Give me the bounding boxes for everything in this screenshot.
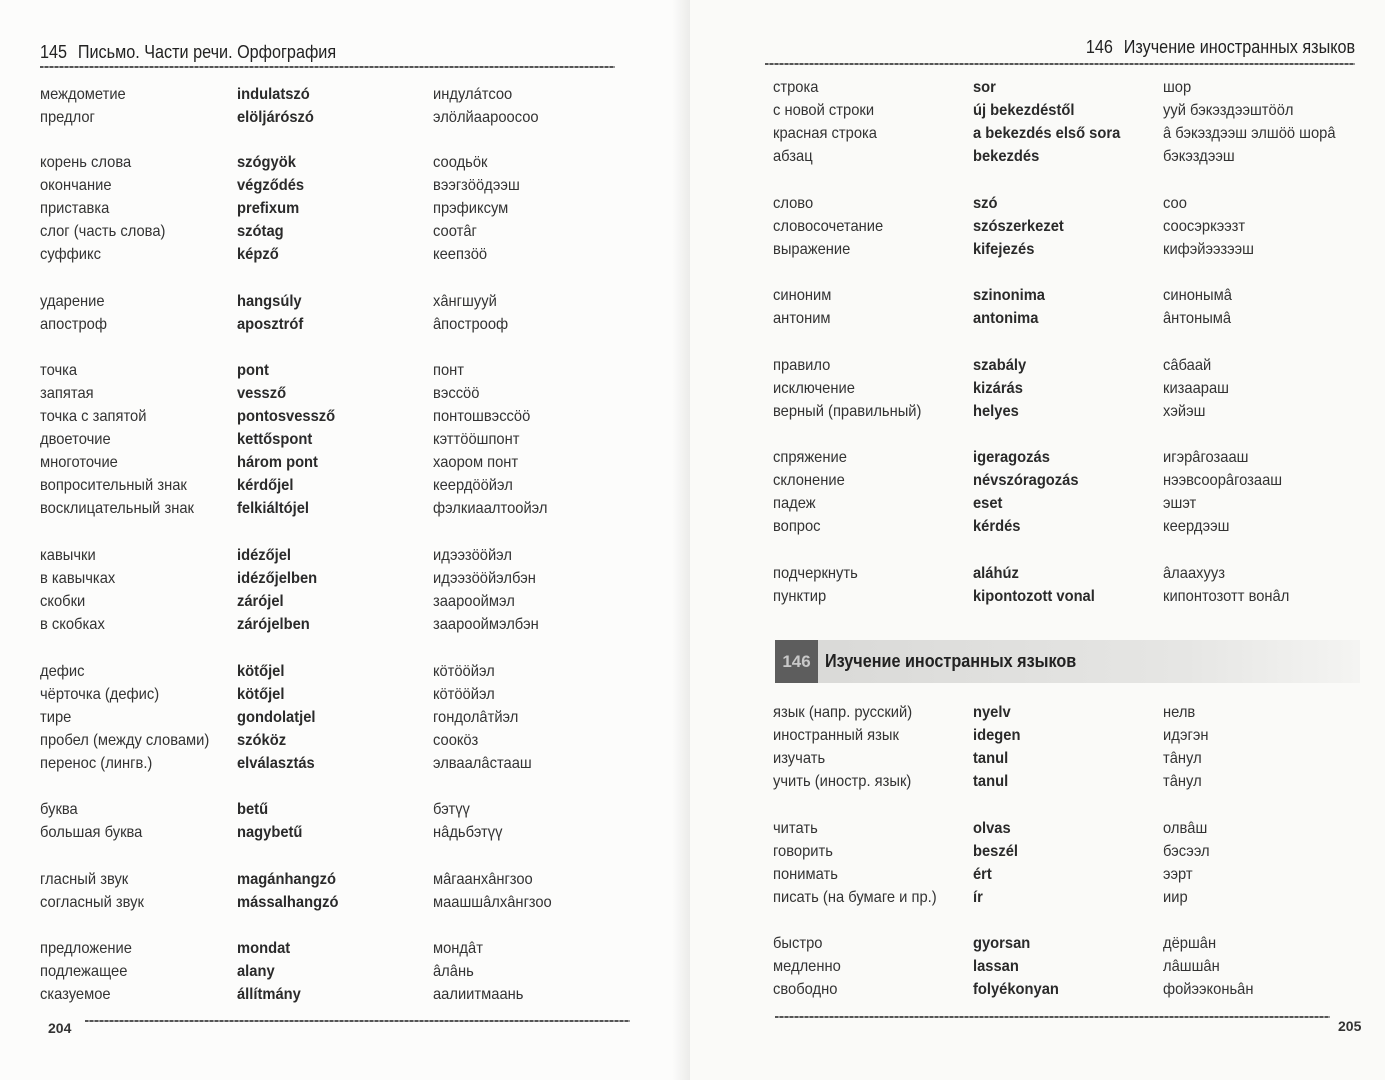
russian-term: медленно	[773, 958, 841, 975]
hungarian-term: nagybetű	[237, 824, 303, 841]
russian-term: большая буква	[40, 824, 143, 841]
transcription: идэгэн	[1163, 727, 1209, 744]
transcription: эшэт	[1163, 495, 1197, 512]
russian-term: дефис	[40, 663, 85, 680]
transcription: кипонтозотт вонâл	[1163, 588, 1290, 605]
russian-term: буква	[40, 801, 78, 818]
russian-term: двоеточие	[40, 431, 111, 448]
hungarian-term: végződés	[237, 177, 305, 194]
hungarian-term: szóköz	[237, 732, 287, 749]
transcription: соотâг	[433, 223, 477, 240]
hungarian-term: magánhangzó	[237, 871, 336, 888]
hungarian-term: beszél	[973, 843, 1019, 860]
russian-term: красная строка	[773, 125, 877, 142]
transcription: шор	[1163, 79, 1192, 96]
russian-term: восклицательный знак	[40, 500, 194, 517]
hungarian-term: szinonima	[973, 287, 1045, 304]
russian-term: запятая	[40, 385, 94, 402]
page-number: 205	[1338, 1018, 1362, 1034]
transcription: кэттööшпонт	[433, 431, 520, 448]
russian-term: многоточие	[40, 454, 118, 471]
section-heading-title: Изучение иностранных языков	[825, 651, 1077, 671]
hungarian-term: lassan	[973, 958, 1019, 975]
hungarian-term: új bekezdéstől	[973, 102, 1075, 119]
russian-term: свободно	[773, 981, 838, 998]
right-page	[690, 0, 1385, 1080]
russian-term: приставка	[40, 200, 110, 217]
transcription: âлаахууз	[1163, 565, 1225, 582]
footer-rule	[775, 1016, 1330, 1018]
russian-term: слово	[773, 195, 814, 212]
russian-term: падеж	[773, 495, 816, 512]
transcription: нелв	[1163, 704, 1196, 721]
section-title: Письмо. Части речи. Орфография	[77, 42, 337, 62]
hungarian-term: zárójelben	[237, 616, 310, 633]
hungarian-term: tanul	[973, 750, 1009, 767]
transcription: бэтүү	[433, 801, 470, 818]
transcription: хэйэш	[1163, 403, 1206, 420]
hungarian-term: idézőjelben	[237, 570, 318, 587]
transcription: синонымâ	[1163, 287, 1232, 304]
russian-term: язык (напр. русский)	[773, 704, 913, 721]
transcription: кифэйээзээш	[1163, 241, 1254, 258]
russian-term: окончание	[40, 177, 112, 194]
transcription: индулáтсоо	[433, 86, 513, 103]
russian-term: сказуемое	[40, 986, 111, 1003]
transcription: идээзööйэлбэн	[433, 570, 536, 587]
russian-term: верный (правильный)	[773, 403, 922, 420]
transcription: заарооймэл	[433, 593, 515, 610]
hungarian-term: kifejezés	[973, 241, 1035, 258]
transcription: хâнгшууй	[433, 293, 497, 310]
page-number: 204	[48, 1020, 72, 1036]
transcription: кеердööйэл	[433, 477, 513, 494]
russian-term: писать (на бумаге и пр.)	[773, 889, 937, 906]
russian-term: скобки	[40, 593, 86, 610]
hungarian-term: nyelv	[973, 704, 1011, 721]
transcription: тâнул	[1163, 750, 1202, 767]
hungarian-term: indulatszó	[237, 86, 310, 103]
russian-term: правило	[773, 357, 831, 374]
transcription: ээрт	[1163, 866, 1193, 883]
transcription: понт	[433, 362, 465, 379]
hungarian-term: alany	[237, 963, 275, 980]
hungarian-term: névszóragozás	[973, 472, 1079, 489]
hungarian-term: bekezdés	[973, 148, 1040, 165]
russian-term: читать	[773, 820, 818, 837]
transcription: кöтööйэл	[433, 663, 495, 680]
transcription: бэкэздээш	[1163, 148, 1235, 165]
hungarian-term: eset	[973, 495, 1003, 512]
hungarian-term: sor	[973, 79, 996, 96]
hungarian-term: szószerkezet	[973, 218, 1064, 235]
hungarian-term: pont	[237, 362, 269, 379]
hungarian-term: szótag	[237, 223, 284, 240]
russian-term: корень слова	[40, 154, 132, 171]
transcription: нээвсоорâгозааш	[1163, 472, 1283, 489]
transcription: идээзööйэл	[433, 547, 512, 564]
transcription: маашшâлхâнгзоо	[433, 894, 552, 911]
footer-rule	[85, 1020, 630, 1022]
russian-term: выражение	[773, 241, 851, 258]
hungarian-term: igeragozás	[973, 449, 1050, 466]
russian-term: апостроф	[40, 316, 107, 333]
transcription: понтошвэссöö	[433, 408, 531, 425]
russian-term: тире	[40, 709, 72, 726]
transcription: ууй бэкэздээштööл	[1163, 102, 1294, 119]
transcription: мâгаанхâнгзоо	[433, 871, 533, 888]
russian-term: спряжение	[773, 449, 847, 466]
hungarian-term: kötőjel	[237, 663, 285, 680]
russian-term: понимать	[773, 866, 838, 883]
transcription: соосэркээзт	[1163, 218, 1246, 235]
transcription: âлâнь	[433, 963, 474, 980]
left-page	[0, 0, 690, 1080]
hungarian-term: kettőspont	[237, 431, 313, 448]
hungarian-term: prefixum	[237, 200, 300, 217]
hungarian-term: olvas	[973, 820, 1011, 837]
section-heading	[775, 640, 1360, 683]
transcription: кöтööйэл	[433, 686, 495, 703]
hungarian-term: gyorsan	[973, 935, 1031, 952]
russian-term: быстро	[773, 935, 823, 952]
russian-term: в кавычках	[40, 570, 116, 587]
hungarian-term: kipontozott vonal	[973, 588, 1095, 605]
transcription: аалиитмаань	[433, 986, 524, 1003]
hungarian-term: a bekezdés első sora	[973, 125, 1121, 142]
russian-term: изучать	[773, 750, 826, 767]
russian-term: гласный звук	[40, 871, 129, 888]
russian-term: суффикс	[40, 246, 101, 263]
hungarian-term: helyes	[973, 403, 1019, 420]
transcription: лâшшâн	[1163, 958, 1220, 975]
hungarian-term: ír	[973, 889, 983, 906]
russian-term: исключение	[773, 380, 855, 397]
hungarian-term: elöljárószó	[237, 109, 314, 126]
hungarian-term: antonima	[973, 310, 1039, 327]
transcription: соодьöк	[433, 154, 488, 171]
russian-term: с новой строки	[773, 102, 875, 119]
transcription: фойээконьâн	[1163, 981, 1254, 998]
russian-term: иностранный язык	[773, 727, 899, 744]
section-number: 145	[40, 42, 68, 62]
russian-term: слог (часть слова)	[40, 223, 166, 240]
transcription: элöлйаароосоо	[433, 109, 539, 126]
transcription: элваалâстааш	[433, 755, 532, 772]
transcription: мондâт	[433, 940, 483, 957]
russian-term: подчеркнуть	[773, 565, 858, 582]
hungarian-term: kérdőjel	[237, 477, 294, 494]
section-number: 146	[1085, 37, 1113, 57]
section-number-box: 146	[775, 640, 818, 683]
russian-term: пунктир	[773, 588, 827, 605]
transcription: игэрâгозааш	[1163, 449, 1249, 466]
transcription: гондолâтйэл	[433, 709, 519, 726]
hungarian-term: zárójel	[237, 593, 284, 610]
transcription: вээгзööдээш	[433, 177, 520, 194]
hungarian-term: hangsúly	[237, 293, 302, 310]
hungarian-term: kérdés	[973, 518, 1021, 535]
transcription: тâнул	[1163, 773, 1202, 790]
russian-term: антоним	[773, 310, 831, 327]
transcription: кизаараш	[1163, 380, 1229, 397]
hungarian-term: tanul	[973, 773, 1009, 790]
transcription: иир	[1163, 889, 1188, 906]
hungarian-term: szabály	[973, 357, 1027, 374]
russian-term: предлог	[40, 109, 95, 126]
hungarian-term: vessző	[237, 385, 287, 402]
russian-term: согласный звук	[40, 894, 144, 911]
transcription: бэсээл	[1163, 843, 1210, 860]
transcription: âнтонымâ	[1163, 310, 1232, 327]
hungarian-term: betű	[237, 801, 269, 818]
transcription: вэссöö	[433, 385, 480, 402]
hungarian-term: kizárás	[973, 380, 1023, 397]
header-rule	[765, 63, 1355, 65]
russian-term: точка с запятой	[40, 408, 147, 425]
russian-term: кавычки	[40, 547, 96, 564]
transcription: кеепзöö	[433, 246, 488, 263]
hungarian-term: elválasztás	[237, 755, 315, 772]
hungarian-term: mássalhangzó	[237, 894, 339, 911]
hungarian-term: képző	[237, 246, 279, 263]
russian-term: говорить	[773, 843, 833, 860]
transcription: сâбаай	[1163, 357, 1212, 374]
transcription: âпострооф	[433, 316, 509, 333]
transcription: прэфиксум	[433, 200, 509, 217]
hungarian-term: ért	[973, 866, 992, 883]
transcription: дёршâн	[1163, 935, 1217, 952]
hungarian-term: mondat	[237, 940, 291, 957]
hungarian-term: idegen	[973, 727, 1021, 744]
russian-term: синоним	[773, 287, 832, 304]
transcription: заарооймэлбэн	[433, 616, 539, 633]
transcription: хаором понт	[433, 454, 519, 471]
hungarian-term: aposztróf	[237, 316, 304, 333]
hungarian-term: kötőjel	[237, 686, 285, 703]
hungarian-term: aláhúz	[973, 565, 1019, 582]
russian-term: междометие	[40, 86, 126, 103]
hungarian-term: folyékonyan	[973, 981, 1059, 998]
russian-term: абзац	[773, 148, 813, 165]
hungarian-term: három pont	[237, 454, 318, 471]
russian-term: чёрточка (дефис)	[40, 686, 160, 703]
page-header	[40, 42, 336, 63]
russian-term: точка	[40, 362, 78, 379]
transcription: фэлкиаалтоойэл	[433, 500, 548, 517]
hungarian-term: felkiáltójel	[237, 500, 309, 517]
section-title: Изучение иностранных языков	[1123, 37, 1355, 57]
russian-term: подлежащее	[40, 963, 128, 980]
transcription: соокöз	[433, 732, 479, 749]
transcription: кеердээш	[1163, 518, 1230, 535]
transcription: олвâш	[1163, 820, 1208, 837]
page-header	[1086, 37, 1355, 58]
russian-term: предложение	[40, 940, 132, 957]
russian-term: вопрос	[773, 518, 821, 535]
russian-term: ударение	[40, 293, 105, 310]
hungarian-term: szó	[973, 195, 998, 212]
russian-term: вопросительный знак	[40, 477, 187, 494]
transcription: соо	[1163, 195, 1187, 212]
russian-term: учить (иностр. язык)	[773, 773, 912, 790]
hungarian-term: idézőjel	[237, 547, 291, 564]
russian-term: перенос (лингв.)	[40, 755, 153, 772]
hungarian-term: állítmány	[237, 986, 301, 1003]
russian-term: в скобках	[40, 616, 105, 633]
hungarian-term: pontosvessző	[237, 408, 336, 425]
hungarian-term: szógyök	[237, 154, 296, 171]
russian-term: строка	[773, 79, 819, 96]
hungarian-term: gondolatjel	[237, 709, 316, 726]
russian-term: пробел (между словами)	[40, 732, 210, 749]
russian-term: склонение	[773, 472, 845, 489]
header-rule	[40, 66, 615, 68]
transcription: â бэкэздээш элшöö шорâ	[1163, 125, 1336, 142]
russian-term: словосочетание	[773, 218, 884, 235]
transcription: нâдьбэтүү	[433, 824, 503, 841]
